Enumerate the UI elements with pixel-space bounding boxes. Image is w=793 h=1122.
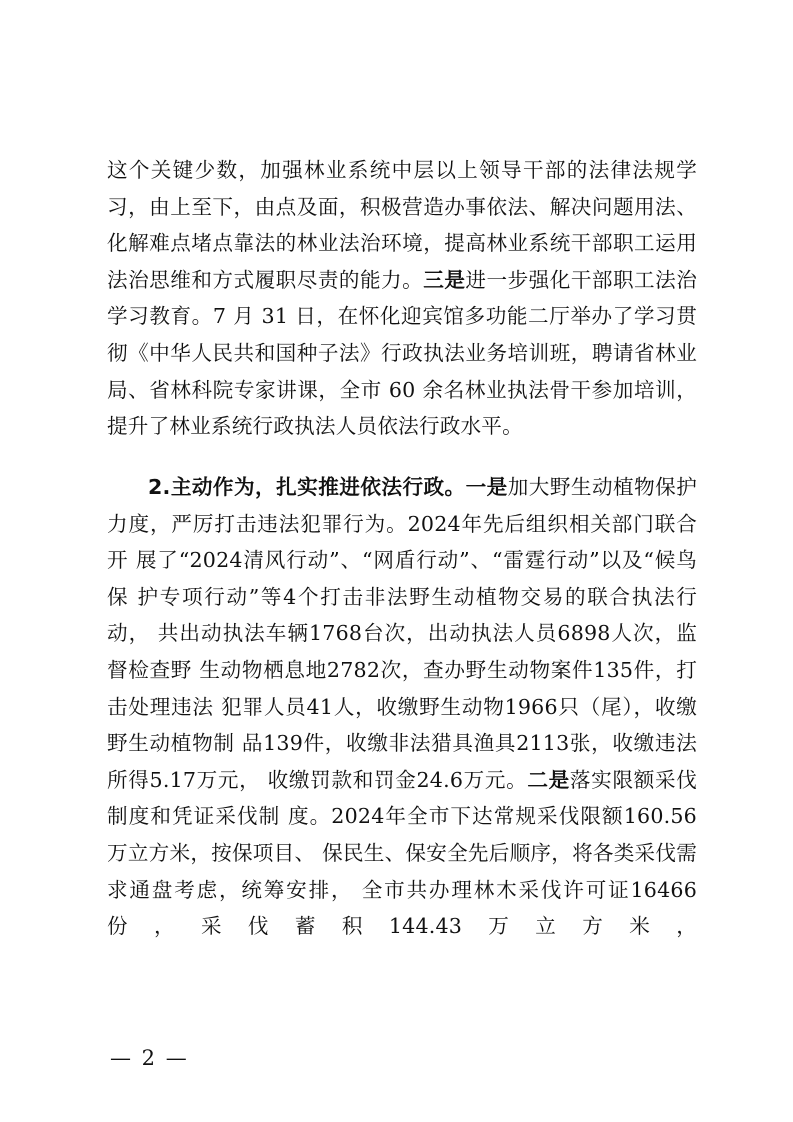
paragraph-1 xyxy=(107,152,697,445)
para2-line-1-rest: 加大野生动植物保护 xyxy=(507,475,697,499)
para1-line-6: 彻《中华人民共和国种子法》行政执法业务培训班，聘请省林业 xyxy=(107,340,697,365)
para2-line-8: 品139件，收缴非法猎具渔具2113张，收缴违法所得5.17万元， xyxy=(107,731,698,792)
para2-line-11: 保民生、保安全先后顺序，将各类采伐需求通盘考虑，统筹安排， xyxy=(107,840,698,902)
para1-line-4: 法治思维和方式履职尽责的能力。 xyxy=(107,267,424,292)
para2-line-5: 共出动执法车辆1768台次，出动执法人员6898人次，监督检查野 xyxy=(107,621,697,682)
para1-marker-sanshi: 三是 xyxy=(423,267,466,292)
para2-line-10: 度。2024年全市下达常规采伐限额160.56万立方米，按保项目、 xyxy=(107,804,697,865)
para2-line-7: 犯罪人员41人，收缴野生动物1966只（尾），收缴野生动植物制 xyxy=(107,694,698,756)
para2-line-6: 生动物栖息地2782次，查办野生动物案件135件，打击处理违法 xyxy=(107,657,697,719)
para2-heading: 2.主动作为，扎实推进依法行政。 xyxy=(148,475,466,499)
para1-line-4-rest: 进一步强化干部职工法治 xyxy=(465,267,698,292)
para2-line-2: 力度，严厉打击违法犯罪行为。2024年先后组织相关部门联合开 xyxy=(107,511,697,573)
para1-line-3: 化解难点堵点靠法的林业法治环境，提高林业系统干部职工运用 xyxy=(107,231,697,256)
para2-marker-ershi: 二是 xyxy=(527,767,570,792)
para2-line-9-rest: 落实限额采伐制度和凭证采伐制 xyxy=(107,767,698,829)
paragraph-2 xyxy=(107,469,697,945)
para1-line-2: 习，由上至下，由点及面，积极营造办事依法、解决问题用法、 xyxy=(107,194,697,219)
para1-line-1: 这个关键少数，加强林业系统中层以上领导干部的法律法规学 xyxy=(107,158,697,182)
para2-marker-yishi: 一是 xyxy=(465,475,508,499)
page-number: — 2 — xyxy=(110,1046,189,1070)
para2-line-12: 全市共办理林木采伐许可证16466份，采伐蓄积144.43万立方米， xyxy=(107,877,698,939)
para1-line-8: 提升了林业系统行政执法人员依法行政水平。 xyxy=(107,414,523,439)
para2-line-9: 收缴罚款和罚金24.6万元。 xyxy=(267,767,528,792)
para1-line-7: 局、省林科院专家讲课，全市 60 余名林业执法骨干参加培训， xyxy=(107,377,697,402)
para1-line-5: 学习教育。7 月 31 日，在怀化迎宾馆多功能二厅举办了学习贯 xyxy=(107,304,697,329)
para2-line-4: 护专项行动”等4个打击非法野生动植物交易的联合执法行动， xyxy=(107,584,698,646)
para2-line-3: 展了“2024清风行动”、“网盾行动”、“雷霆行动”以及“候鸟保 xyxy=(107,548,697,609)
